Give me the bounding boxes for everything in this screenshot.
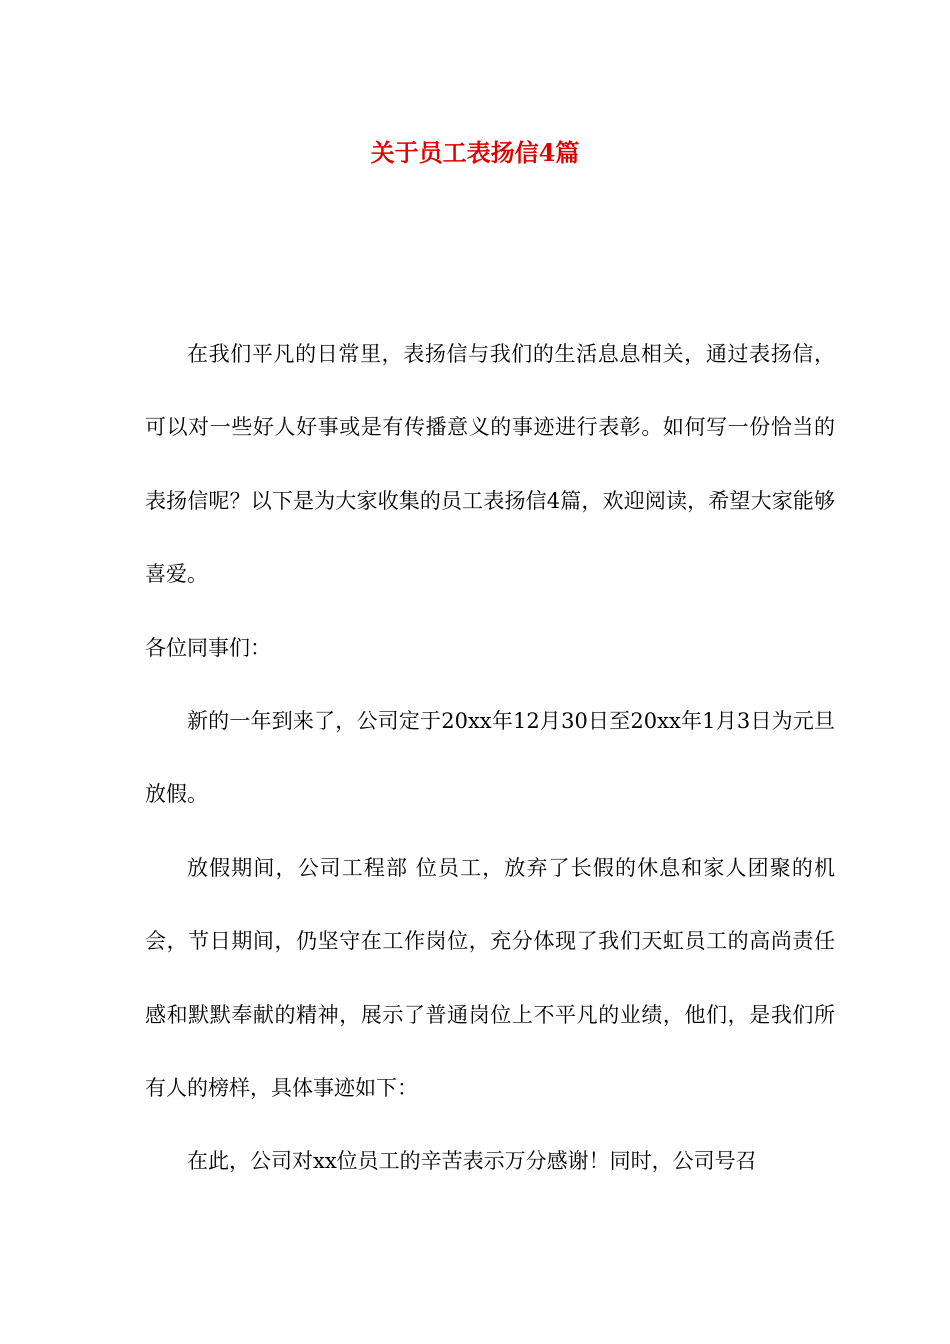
intro-paragraph: 在我们平凡的日常里，表扬信与我们的生活息息相关，通过表扬信，可以对一些好人好事或是有传播意义的事迹进行表彰。如何写一份恰当的表扬信呢？以下是为大家收集的员工表扬信4篇，欢迎阅读，希望大家能够喜爱。: [145, 342, 835, 587]
document-title: 关于员工表扬信4篇: [370, 138, 580, 167]
holiday-paragraph: 新的一年到来了，公司定于20xx年12月30日至20xx年1月3日为元旦放假。: [145, 709, 835, 807]
salutation: 各位同事们：: [145, 635, 271, 660]
praise-paragraph: 放假期间，公司工程部 位员工，放弃了长假的休息和家人团聚的机会，节日期间，仍坚守在工作岗位，充分体现了我们天虹员工的高尚责任感和默默奉献的精神，展示了普通岗位上不平凡的业绩，他们，是我们所有人的榜样，具体事迹如下：: [145, 855, 835, 1101]
document-body: [145, 318, 835, 1199]
thanks-paragraph: 在此，公司对xx位员工的辛苦表示万分感谢！同时，公司号召: [187, 1149, 757, 1174]
